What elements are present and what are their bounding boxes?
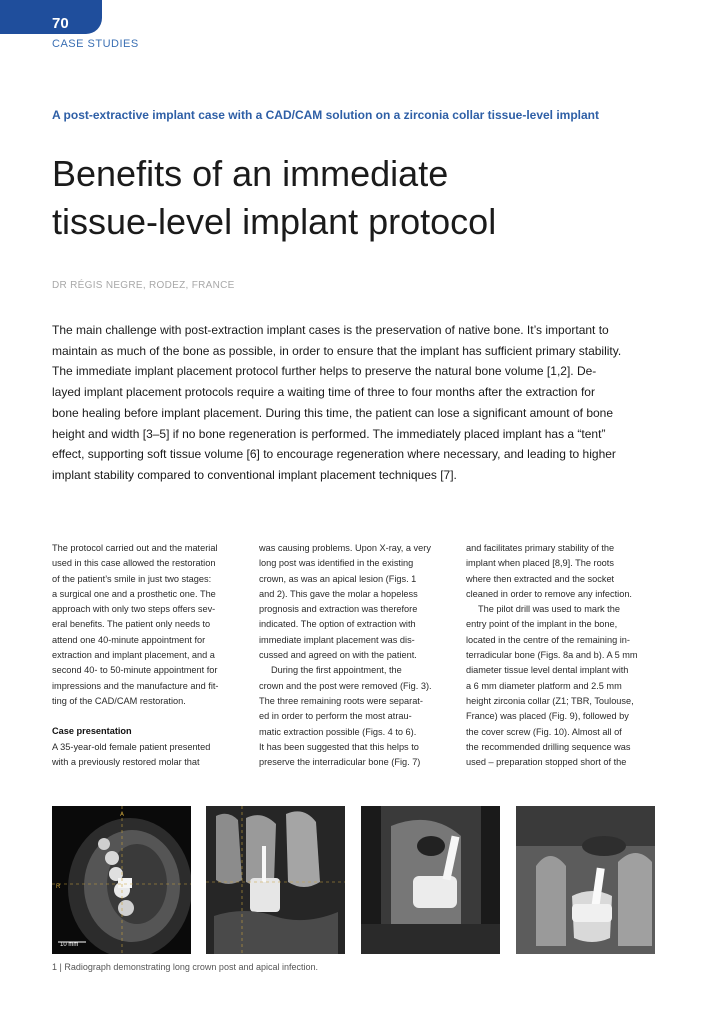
- radiograph-axial-image: [52, 806, 191, 954]
- body-line: ed in order to perform the most atrau-: [259, 711, 412, 722]
- body-line: with a previously restored molar that: [52, 756, 200, 767]
- body-line: prognosis and extraction was therefore: [259, 604, 418, 615]
- body-line: cleaned in order to remove any infection.: [466, 588, 632, 599]
- body-line: The protocol carried out and the material: [52, 543, 218, 553]
- body-column-2: [259, 541, 445, 770]
- title-line: Benefits of an immediate: [52, 153, 449, 194]
- body-line: of the patient’s smile in just two stages:: [52, 573, 212, 584]
- body-line: crown and the post were removed (Fig. 3).: [259, 680, 432, 691]
- lede-line: maintain as much of the bone as possible, in order to ensure that the implant has sufficient primary stability.: [52, 343, 622, 358]
- body-line: was causing problems. Upon X-ray, a very: [259, 543, 431, 553]
- body-line: A 35-year-old female patient presented: [52, 741, 211, 752]
- body-line: located in the centre of the remaining in-: [466, 634, 630, 645]
- body-line: The pilot drill was used to mark the: [478, 604, 620, 615]
- body-line: long post was identified in the existing: [259, 558, 414, 569]
- lede-line: layed implant placement protocols require a waiting time of three to four months after the extraction for: [52, 385, 595, 400]
- section-label: CASE STUDIES: [52, 38, 139, 50]
- body-line: preserve the interradicular bone (Fig. 7): [259, 757, 421, 768]
- body-line: It has been suggested that this helps to: [259, 741, 419, 752]
- scale-bar-label: 10 mm: [60, 942, 79, 948]
- body-line: second 40- to 50-minute appointment for: [52, 665, 218, 676]
- lede-line: implant stability compared to conventional implant placement techniques [7].: [52, 467, 457, 482]
- svg-text:R: R: [56, 884, 61, 890]
- body-line: used – preparation stopped short of the: [466, 757, 627, 768]
- body-line: a surgical one and a prosthetic one. The: [52, 588, 216, 599]
- body-column-3: [466, 541, 652, 770]
- lede-line: effect, supporting soft tissue volume [6] to encourage regeneration where necessary, and leading to higher: [52, 447, 616, 462]
- body-line: and 2). This gave the molar a hopeless: [259, 588, 418, 599]
- body-line: the recommended drilling sequence was: [466, 741, 631, 752]
- body-line: ting of the CAD/CAM restoration.: [52, 695, 186, 706]
- body-line: cussed and agreed on with the patient.: [259, 650, 417, 661]
- lede-paragraph: [52, 320, 654, 486]
- lede-line: The immediate implant placement protocol further helps to preserve the natural bone volume [1,2]. De-: [52, 364, 597, 379]
- radiograph-axial-cbct: [52, 806, 191, 954]
- title-line: tissue-level implant protocol: [52, 201, 497, 242]
- body-line: a 6 mm diameter platform and 2.5 mm: [466, 680, 622, 691]
- figure-caption: 1 | Radiograph demonstrating long crown post and apical infection.: [52, 962, 319, 972]
- body-line: extraction and implant placement, and a: [52, 650, 215, 661]
- body-line: impressions and the manufacture and fit-: [52, 680, 219, 691]
- radiograph-coronal-image: [206, 806, 345, 954]
- body-line: approach with only two steps offers sev-: [52, 604, 216, 615]
- body-line: matic extraction possible (Figs. 4 to 6).: [259, 726, 417, 737]
- lede-line: The main challenge with post-extraction implant cases is the preservation of native bone. It’s important to: [52, 323, 609, 337]
- body-line: immediate implant placement was dis-: [259, 634, 415, 645]
- body-line: crown, as was an apical lesion (Figs. 1: [259, 573, 417, 584]
- body-line: terradicular bone (Figs. 8a and b). A 5 mm: [466, 650, 638, 661]
- radiograph-sagittal-cbct: [361, 806, 500, 954]
- radiograph-coronal-cbct: [206, 806, 345, 954]
- radiograph-sagittal-image: [361, 806, 500, 954]
- body-line: implant when placed [8,9]. The roots: [466, 558, 614, 569]
- body-line: attend one 40-minute appointment for: [52, 634, 206, 645]
- lede-line: bone healing before implant placement. During this time, the patient can lose a significant amount of bone: [52, 405, 614, 420]
- body-line: height zirconia collar (Z1; TBR, Toulouse,: [466, 695, 634, 706]
- body-line: France) was placed (Fig. 9), followed by: [466, 711, 629, 722]
- body-line: and facilitates primary stability of the: [466, 543, 615, 553]
- radiograph-periapical: [516, 806, 655, 954]
- body-line: The three remaining roots were separat-: [259, 695, 423, 706]
- body-line: used in this case allowed the restoration: [52, 558, 216, 569]
- svg-text:A: A: [120, 812, 125, 818]
- body-line: indicated. The option of extraction with: [259, 619, 416, 630]
- body-line: During the first appointment, the: [271, 665, 402, 676]
- body-column-1: [52, 541, 238, 770]
- body-line: diameter tissue level dental implant with: [466, 665, 629, 676]
- page-number-tab: [0, 0, 102, 34]
- article-title: [52, 150, 496, 246]
- body-line: the cover screw (Fig. 10). Almost all of: [466, 726, 622, 737]
- article-kicker: A post-extractive implant case with a CAD/CAM solution on a zirconia collar tissue-level implant: [52, 108, 600, 122]
- radiograph-periapical-image: [516, 806, 655, 954]
- body-line: where then extracted and the socket: [466, 573, 615, 584]
- subheading-case-presentation: Case presentation: [52, 726, 132, 737]
- lede-line: height and width [3–5] if no bone regeneration is performed. The immediately placed implant has a “tent”: [52, 426, 606, 441]
- page-number: 70: [52, 15, 69, 32]
- author-byline: DR RÉGIS NEGRE, RODEZ, FRANCE: [52, 280, 235, 291]
- body-line: entry point of the implant in the bone,: [466, 619, 618, 630]
- body-line: eral benefits. The patient only needs to: [52, 619, 211, 630]
